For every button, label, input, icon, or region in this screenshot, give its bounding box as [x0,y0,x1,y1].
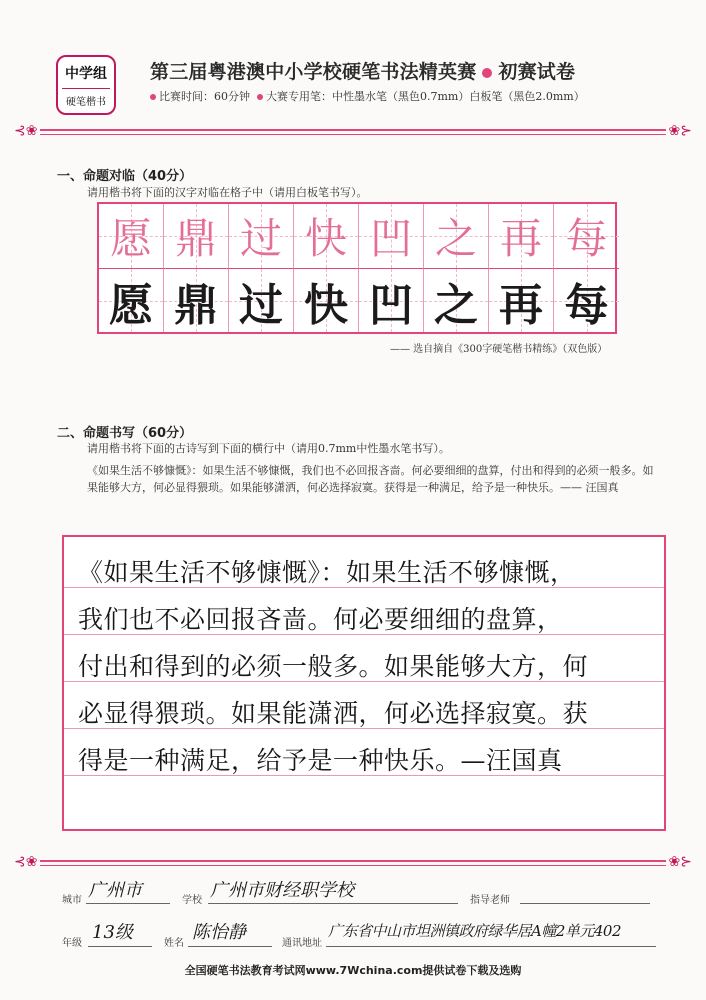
teacher-underline [520,903,650,904]
address-underline [326,946,656,947]
grade-label: 年级 [62,938,82,949]
school-underline [208,903,458,904]
copy-grid [97,202,617,334]
source-note: —— 选自摘自《300字硬笔楷书精练》（双色版） [390,344,608,355]
model-char: 快 [304,214,347,263]
copied-char: 过 [239,279,283,331]
copied-char: 凹 [369,279,413,331]
category-label: 硬笔楷书 [66,97,106,108]
city-underline [86,903,170,904]
section1-title: 一、命题对临（40分） [57,169,193,184]
exam-info [150,88,585,104]
grid-cell[interactable] [489,204,554,268]
bullet-dot-icon [257,94,263,100]
grid-cell[interactable] [164,204,229,268]
model-char: 鼎 [174,214,217,263]
section1-instruction: 请用楷书将下面的汉字对临在格子中（请用白板笔书写）。 [87,186,368,199]
copied-char: 快 [304,279,348,331]
group-label: 中学组 [65,66,107,82]
copied-char: 愿 [109,279,153,331]
scroll-ornament-icon: ❀⊱ [668,854,692,870]
name-underline [188,946,272,947]
scroll-ornament-icon: ⊰❀ [14,123,38,139]
time-info: 比赛时间：60分钟 [159,90,250,103]
section2-title: 二、命题书写（60分） [57,426,193,441]
grid-cell[interactable] [424,268,489,332]
address-field[interactable]: 广东省中山市坦洲镇政府绿华居A幢2单元402 [328,922,622,940]
title-dot-icon [482,68,492,78]
section2-instruction: 请用楷书将下面的古诗写到下面的横行中（请用0.7mm中性墨水笔书写）。 [87,442,450,455]
footer-divider [14,854,692,870]
model-char: 每 [565,214,608,263]
page-title [150,57,575,84]
grid-cell[interactable] [294,268,359,332]
handwritten-line: 得是一种满足，给予是一种快乐。—汪国真 [78,746,563,775]
grid-cell[interactable] [554,268,619,332]
grid-cell[interactable] [489,268,554,332]
handwritten-line: 付出和得到的必须一般多。如果能够大方，何 [78,652,589,681]
name-field[interactable]: 陈怡静 [192,922,246,943]
grid-cell[interactable] [294,204,359,268]
copied-char: 之 [434,279,478,331]
address-label: 通讯地址 [282,938,322,949]
grid-cell[interactable] [99,204,164,268]
grade-underline [88,946,152,947]
name-label: 姓名 [164,938,184,949]
grid-cell[interactable] [359,268,424,332]
model-char: 凹 [369,214,412,263]
model-char: 过 [239,214,282,263]
scroll-ornament-icon: ⊰❀ [14,854,38,870]
model-char: 之 [434,214,477,263]
grid-cell[interactable] [424,204,489,268]
handwritten-line: 《如果生活不够慷慨》：如果生活不够慷慨， [78,558,576,587]
badge-divider [62,88,110,89]
grid-cell[interactable] [229,268,294,332]
handwritten-line: 我们也不必回报吝啬。何必要细细的盘算， [78,605,563,634]
grid-cell[interactable] [164,268,229,332]
grid-cell[interactable] [229,204,294,268]
copied-char: 再 [499,279,543,331]
poem-passage: 《如果生活不够慷慨》：如果生活不够慷慨，我们也不必回报吝啬。何必要细细的盘算，付出和得到的必须一般多。如果能够大方，何必显得猥琐。如果能够潇洒，何必选择寂寞。获得是一种满足，给予是一种快乐。—— 汪国真 [87,464,654,494]
group-badge [56,55,116,115]
handwritten-line: 必显得猥琐。如果能潇洒，何必选择寂寞。获 [78,699,589,728]
grade-field[interactable]: 13级 [92,922,133,943]
copied-char: 每 [564,279,609,331]
grid-cell[interactable] [99,268,164,332]
school-label: 学校 [182,895,202,906]
school-field[interactable]: 广州市财经职学校 [210,880,354,901]
writing-frame[interactable] [62,535,666,831]
model-char: 愿 [109,214,152,263]
footer-text: 全国硬笔书法教育考试网www.7Wchina.com提供试卷下载及选购 [184,964,522,977]
title-main: 第三届粤港澳中小学校硬笔书法精英赛 [150,61,477,83]
pen-info: 大赛专用笔：中性墨水笔（黑色0.7mm）白板笔（黑色2.0mm） [266,90,585,103]
scroll-ornament-icon: ❀⊱ [668,123,692,139]
title-sub: 初赛试卷 [498,61,576,83]
grid-cell[interactable] [359,204,424,268]
header-divider [14,123,692,139]
city-field[interactable]: 广州市 [88,880,142,901]
model-char: 再 [499,214,542,263]
bullet-dot-icon [150,94,156,100]
copied-char: 鼎 [174,279,218,331]
city-label: 城市 [62,895,82,906]
teacher-label: 指导老师 [470,895,510,906]
grid-cell[interactable] [554,204,619,268]
